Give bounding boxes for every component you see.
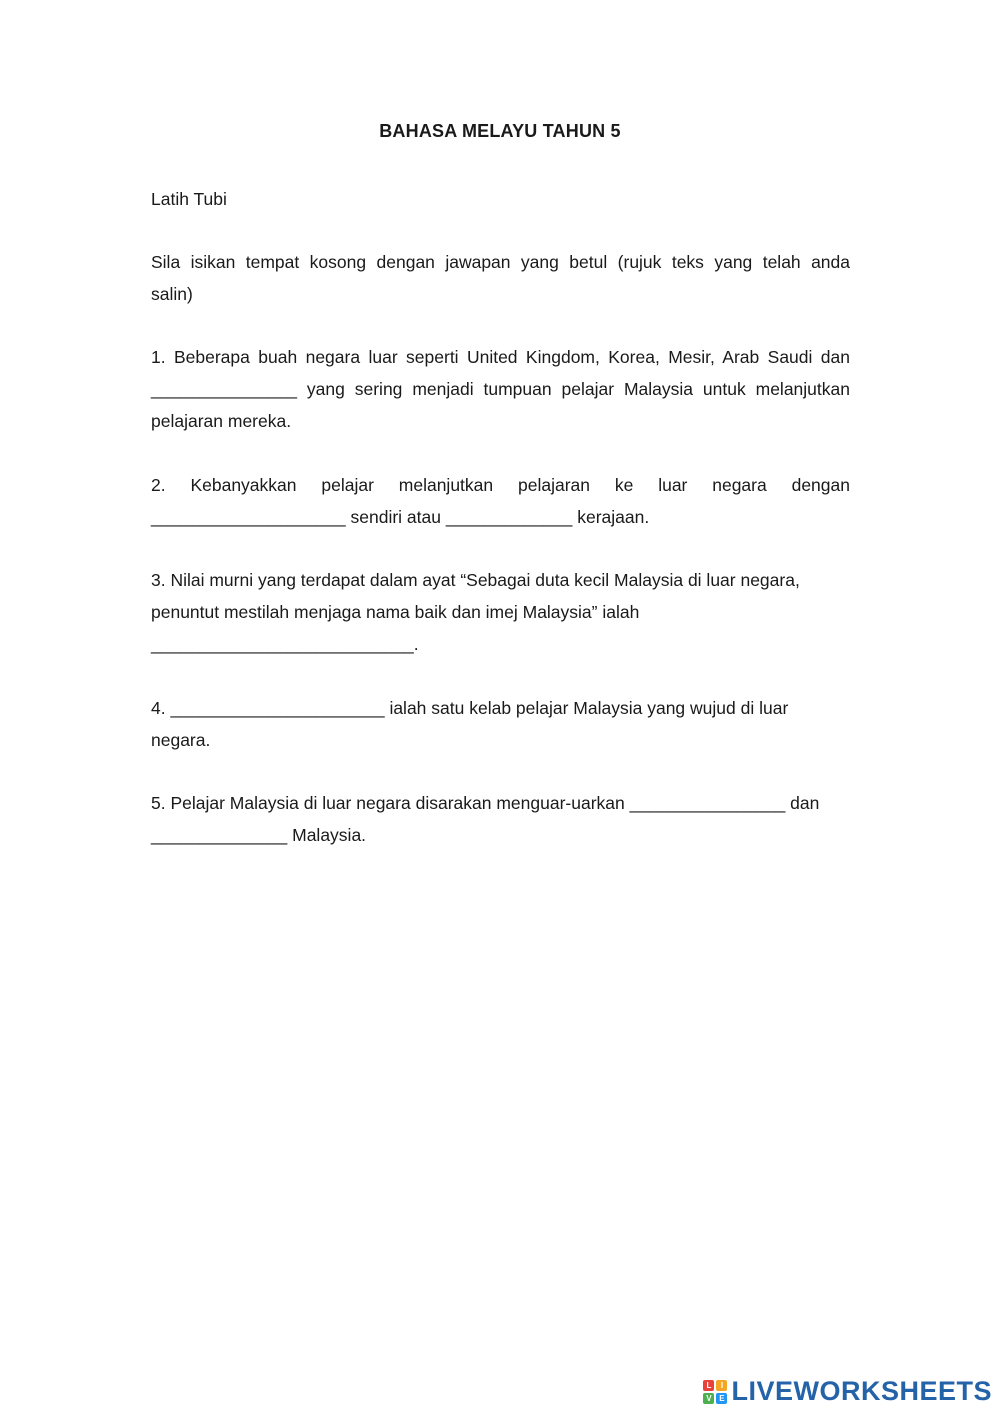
question-1-line-3: pelajaran mereka. bbox=[151, 411, 292, 431]
question-3 bbox=[151, 564, 850, 660]
logo-icon-tile: L bbox=[703, 1380, 714, 1391]
liveworksheets-logo-text: LIVEWORKSHEETS bbox=[731, 1376, 992, 1406]
question-1-line-1: 1. Beberapa buah negara luar seperti United Kingdom, Korea, Mesir, Arab Saudi dan bbox=[151, 347, 850, 367]
logo-icon-tile: V bbox=[703, 1393, 714, 1404]
question-2-line-1: 2. Kebanyakkan pelajar melanjutkan pelajaran ke luar negara dengan bbox=[151, 475, 850, 495]
logo-icon-tile: E bbox=[716, 1393, 727, 1404]
liveworksheets-logo-icon bbox=[703, 1380, 727, 1404]
question-5-line-1[interactable]: 5. Pelajar Malaysia di luar negara disarakan menguar-uarkan ________________ dan bbox=[151, 793, 820, 813]
question-3-line-1: 3. Nilai murni yang terdapat dalam ayat “Sebagai duta kecil Malaysia di luar negara, bbox=[151, 570, 800, 590]
question-4 bbox=[151, 692, 850, 756]
question-3-line-2: penuntut mestilah menjaga nama baik dan imej Malaysia” ialah bbox=[151, 602, 640, 622]
question-5-line-2[interactable]: ______________ Malaysia. bbox=[151, 825, 367, 845]
question-3-line-3[interactable]: ___________________________. bbox=[151, 634, 419, 654]
worksheet-title: BAHASA MELAYU TAHUN 5 bbox=[379, 121, 621, 141]
question-1-line-2[interactable]: _______________ yang sering menjadi tumpuan pelajar Malaysia untuk melanjutkan bbox=[151, 379, 850, 399]
liveworksheets-logo bbox=[703, 1376, 992, 1407]
question-5 bbox=[151, 787, 850, 851]
logo-icon-tile: I bbox=[716, 1380, 727, 1391]
instruction bbox=[151, 246, 850, 310]
question-2 bbox=[151, 469, 850, 533]
question-4-line-1[interactable]: 4. ______________________ ialah satu kelab pelajar Malaysia yang wujud di luar bbox=[151, 698, 789, 718]
worksheet-subtitle bbox=[151, 183, 850, 215]
question-2-line-2[interactable]: ____________________ sendiri atau _____________ kerajaan. bbox=[151, 507, 650, 527]
question-4-line-2: negara. bbox=[151, 730, 211, 750]
question-1 bbox=[151, 341, 850, 437]
subtitle-text: Latih Tubi bbox=[151, 189, 227, 209]
instruction-line-2: salin) bbox=[151, 284, 193, 304]
instruction-line-1: Sila isikan tempat kosong dengan jawapan yang betul (rujuk teks yang telah anda bbox=[151, 252, 850, 272]
